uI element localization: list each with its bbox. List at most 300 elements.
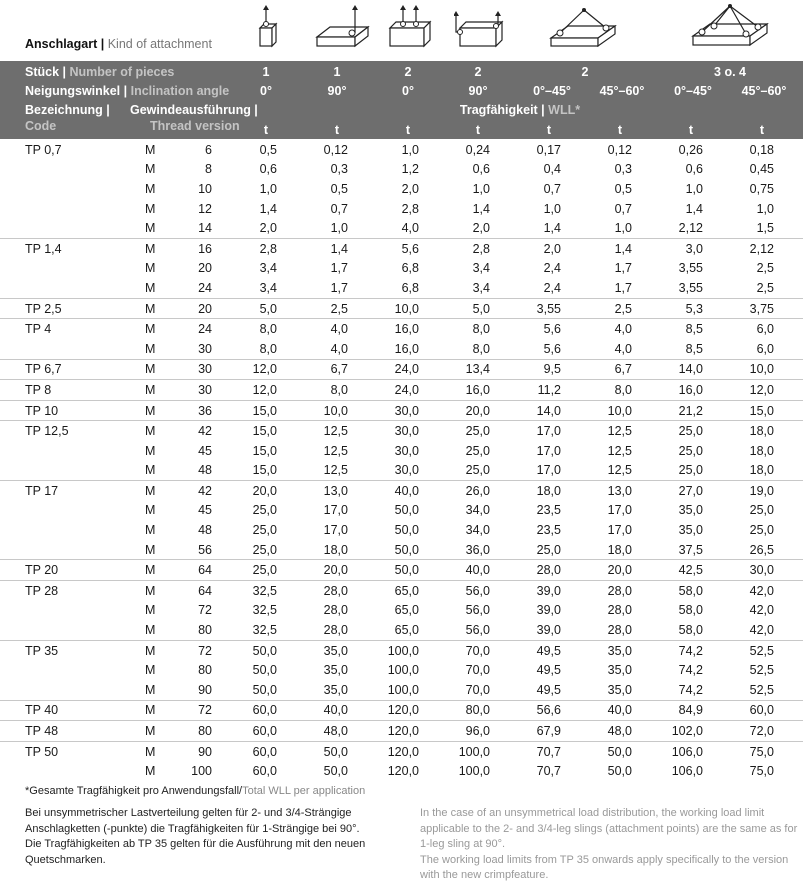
wll-cell: 1,2	[401, 162, 419, 177]
row-padding	[774, 140, 803, 160]
wll-cell: 65,0	[394, 603, 419, 618]
thread-size-cell: 30	[178, 359, 218, 380]
note-de-1: Bei unsymmetrischer Lastverteilung gelten für 2- und 3/4-Strängige Anschlagketten (-punkte) die Tragfähigkeiten für 1-Strängige bei 90°.	[25, 807, 360, 835]
wll-cell: 25,0	[252, 503, 277, 518]
row-padding	[774, 601, 803, 621]
wll-cell: 25,0	[749, 503, 774, 518]
wll-cell: 8,5	[632, 319, 703, 339]
unit-col-8: t	[759, 123, 765, 137]
wll-cell: 34,0	[465, 523, 490, 538]
wll-cell: 26,5	[749, 542, 774, 557]
table-row	[0, 501, 803, 521]
code-cell	[0, 601, 145, 621]
wll-cell: 18,0	[703, 421, 774, 441]
wll-cell: 8,0	[218, 319, 277, 339]
table-row	[0, 199, 803, 219]
unit-col-6: t	[617, 123, 623, 137]
thread-prefix-cell: M	[145, 421, 178, 441]
wll-cell: 6,8	[401, 261, 419, 276]
code-cell: TP 12,5	[0, 421, 145, 441]
wll-cell: 2,4	[543, 261, 561, 276]
wll-cell: 0,12	[607, 142, 632, 157]
pieces-col-5: 2	[581, 65, 589, 79]
wll-cell: 2,0	[490, 238, 561, 258]
pieces-col-4: 2	[474, 65, 482, 79]
angle-col-6: 45°–60°	[599, 84, 645, 98]
wll-cell: 12,0	[218, 380, 277, 401]
wll-cell: 49,5	[536, 663, 561, 678]
thread-size-cell: 24	[198, 280, 212, 295]
wll-cell: 25,0	[465, 443, 490, 458]
thread-prefix-cell: M	[145, 463, 156, 478]
row-padding	[774, 461, 803, 481]
wll-cell: 18,0	[749, 443, 774, 458]
wll-cell: 52,5	[703, 640, 774, 660]
wll-cell: 3,0	[632, 238, 703, 258]
row-padding	[774, 278, 803, 298]
thread-prefix-cell: M	[145, 142, 156, 157]
code-cell	[0, 680, 145, 700]
wll-cell: 4,0	[561, 319, 632, 339]
footnote-en: Total WLL per application	[242, 785, 366, 797]
wll-cell: 20,0	[561, 560, 632, 581]
thread-prefix-cell: M	[145, 280, 156, 295]
table-row	[0, 741, 803, 761]
row-padding	[774, 319, 803, 339]
wll-cell: 0,7	[330, 201, 348, 216]
thread-size-cell: 64	[178, 560, 218, 581]
note-en-2: The working load limits from TP 35 onwards apply specifically to the version with the new crimpfeature.	[420, 853, 789, 881]
row-padding	[774, 238, 803, 258]
unit-col-5: t	[546, 123, 552, 137]
thread-size-cell: 42	[178, 421, 218, 441]
unit-col-7: t	[688, 123, 694, 137]
wll-cell: 49,5	[536, 682, 561, 697]
wll-cell: 35,0	[607, 663, 632, 678]
thread-prefix-cell: M	[145, 581, 178, 601]
thread-size-cell: 42	[178, 481, 218, 501]
wll-cell: 40,0	[561, 700, 632, 721]
table-row	[0, 761, 803, 781]
row-padding	[774, 520, 803, 540]
table-row	[0, 319, 803, 339]
code-cell: TP 28	[0, 581, 145, 601]
wll-cell: 28,0	[323, 623, 348, 638]
thread-size-cell: 90	[198, 682, 212, 697]
thread-size-cell: 20	[198, 261, 212, 276]
wll-cell: 42,0	[749, 603, 774, 618]
wll-cell: 1,0	[259, 181, 277, 196]
table-row	[0, 421, 803, 441]
thread-prefix-cell: M	[145, 201, 156, 216]
code-cell: TP 10	[0, 400, 145, 421]
wll-cell: 12,5	[607, 443, 632, 458]
wll-cell: 35,0	[323, 663, 348, 678]
wll-cell: 2,5	[561, 298, 632, 319]
row-padding	[774, 700, 803, 721]
wll-cell: 35,0	[678, 503, 703, 518]
wll-cell: 25,0	[252, 523, 277, 538]
wll-cell: 2,5	[277, 298, 348, 319]
thread-size-cell: 30	[178, 380, 218, 401]
thread-prefix-cell: M	[145, 341, 156, 356]
unit-col-1: t	[263, 123, 269, 137]
wll-cell: 16,0	[419, 380, 490, 401]
wll-cell: 30,0	[703, 560, 774, 581]
row-padding	[774, 421, 803, 441]
wll-cell: 2,8	[401, 201, 419, 216]
wll-cell: 120,0	[387, 764, 419, 779]
wll-cell: 100,0	[387, 682, 419, 697]
wll-cell: 50,0	[394, 503, 419, 518]
wll-cell: 13,0	[561, 481, 632, 501]
wll-cell: 0,7	[614, 201, 632, 216]
wll-cell: 5,3	[632, 298, 703, 319]
row-padding	[774, 680, 803, 700]
wll-cell: 52,5	[749, 682, 774, 697]
wll-cell: 17,0	[536, 443, 561, 458]
wll-cell: 67,9	[490, 721, 561, 742]
wll-cell: 10,0	[348, 298, 419, 319]
wll-cell: 2,12	[703, 238, 774, 258]
thread-prefix-cell: M	[145, 721, 178, 742]
wll-cell: 2,0	[472, 221, 490, 236]
wll-cell: 3,55	[678, 280, 703, 295]
angle-col-2: 90°	[327, 84, 347, 98]
wll-cell: 30,0	[348, 421, 419, 441]
table-header	[0, 61, 803, 139]
wll-cell: 1,7	[614, 280, 632, 295]
wll-cell: 28,0	[607, 623, 632, 638]
table-row	[0, 400, 803, 421]
row-padding	[774, 199, 803, 219]
wll-cell: 0,5	[259, 142, 277, 157]
wll-cell: 20,0	[419, 400, 490, 421]
wll-cell: 12,5	[323, 463, 348, 478]
row-padding	[774, 359, 803, 380]
table-row	[0, 278, 803, 298]
wll-cell: 16,0	[394, 341, 419, 356]
table-row	[0, 721, 803, 742]
row-padding	[774, 298, 803, 319]
row-padding	[774, 501, 803, 521]
wll-cell: 50,0	[277, 741, 348, 761]
wll-cell: 48,0	[561, 721, 632, 742]
thread-size-cell: 80	[198, 623, 212, 638]
wll-cell: 32,5	[218, 581, 277, 601]
wll-cell: 106,0	[671, 764, 703, 779]
wll-cell: 17,0	[323, 523, 348, 538]
wll-cell: 3,4	[259, 280, 277, 295]
wll-cell: 25,0	[632, 421, 703, 441]
wll-cell: 1,4	[472, 201, 490, 216]
wll-cell: 0,4	[543, 162, 561, 177]
thread-prefix-cell: M	[145, 319, 178, 339]
wll-cell: 35,0	[277, 640, 348, 660]
wll-cell: 17,0	[536, 463, 561, 478]
table-row	[0, 640, 803, 660]
wll-cell: 21,2	[632, 400, 703, 421]
wll-table-body	[0, 140, 803, 781]
pieces-col-2: 1	[333, 65, 341, 79]
wll-cell: 3,4	[472, 261, 490, 276]
attachment-label-en: Kind of attachment	[107, 37, 212, 51]
wll-cell: 5,6	[490, 319, 561, 339]
row-padding	[774, 218, 803, 238]
wll-cell: 106,0	[632, 741, 703, 761]
code-cell	[0, 160, 145, 180]
wll-cell: 49,5	[490, 640, 561, 660]
wll-cell: 40,0	[277, 700, 348, 721]
row-padding	[774, 540, 803, 560]
wll-cell: 0,3	[614, 162, 632, 177]
wll-cell: 100,0	[348, 640, 419, 660]
wll-cell: 2,0	[401, 181, 419, 196]
wll-cell: 17,0	[323, 503, 348, 518]
wll-cell: 58,0	[632, 581, 703, 601]
wll-cell: 1,4	[259, 201, 277, 216]
wll-cell: 0,6	[472, 162, 490, 177]
thread-size-cell: 8	[205, 162, 212, 177]
pieces-label-en: Number of pieces	[69, 65, 175, 79]
wll-cell: 6,7	[277, 359, 348, 380]
thread-prefix-cell: M	[145, 298, 178, 319]
wll-cell: 25,0	[419, 421, 490, 441]
thread-size-cell: 16	[178, 238, 218, 258]
wll-cell: 1,0	[401, 142, 419, 157]
wll-cell: 48,0	[277, 721, 348, 742]
thread-prefix-cell: M	[145, 623, 156, 638]
thread-prefix-cell: M	[145, 162, 156, 177]
code-cell	[0, 179, 145, 199]
wll-cell: 84,9	[632, 700, 703, 721]
thread-prefix-cell: M	[145, 603, 156, 618]
wll-cell: 56,0	[419, 581, 490, 601]
footnote	[25, 785, 365, 797]
note-en-1: In the case of an unsymmetrical load distribution, the working load limit applicable to the 2- and 3/4-leg slings (attachment points) are the same as for 1-leg sling at 90°.	[420, 807, 798, 850]
code-cell	[0, 660, 145, 680]
wll-label-de: Tragfähigkeit	[459, 103, 538, 117]
code-label-en: Code	[25, 119, 57, 133]
wll-cell: 30,0	[394, 463, 419, 478]
wll-cell: 2,12	[678, 221, 703, 236]
wll-cell: 23,5	[536, 503, 561, 518]
wll-cell: 74,2	[632, 640, 703, 660]
table-row	[0, 680, 803, 700]
wll-cell: 8,0	[419, 319, 490, 339]
wll-cell: 2,8	[419, 238, 490, 258]
row-padding	[774, 179, 803, 199]
wll-cell: 18,0	[490, 481, 561, 501]
code-cell: TP 2,5	[0, 298, 145, 319]
wll-cell: 102,0	[632, 721, 703, 742]
wll-cell: 9,5	[490, 359, 561, 380]
angle-label-en: Inclination angle	[130, 84, 230, 98]
wll-cell: 8,0	[561, 380, 632, 401]
wll-cell: 42,0	[703, 581, 774, 601]
wll-cell: 0,18	[749, 142, 774, 157]
thread-size-cell: 64	[178, 581, 218, 601]
wll-table	[0, 140, 803, 781]
table-row	[0, 339, 803, 359]
thread-prefix-cell: M	[145, 238, 178, 258]
wll-cell: 28,0	[561, 581, 632, 601]
wll-cell: 65,0	[394, 623, 419, 638]
wll-cell: 1,7	[330, 261, 348, 276]
wll-cell: 3,75	[703, 298, 774, 319]
wll-cell: 50,0	[252, 663, 277, 678]
wll-cell: 40,0	[348, 481, 419, 501]
wll-label-en: WLL*	[548, 103, 581, 117]
wll-cell: 19,0	[703, 481, 774, 501]
wll-cell: 70,7	[536, 764, 561, 779]
wll-cell: 50,0	[394, 542, 419, 557]
wll-cell: 0,75	[749, 181, 774, 196]
wll-cell: 3,4	[472, 280, 490, 295]
wll-cell: 50,0	[323, 764, 348, 779]
wll-cell: 0,7	[543, 181, 561, 196]
pieces-col-3: 2	[404, 65, 412, 79]
wll-cell: 25,0	[536, 542, 561, 557]
wll-cell: 4,0	[401, 221, 419, 236]
thread-size-cell: 56	[198, 542, 212, 557]
four-leg-angled-icon	[690, 0, 770, 52]
code-label-de: Bezeichnung |	[25, 103, 110, 117]
thread-prefix-cell: M	[145, 400, 178, 421]
wll-cell: 12,5	[323, 443, 348, 458]
code-cell: TP 20	[0, 560, 145, 581]
wll-cell: 15,0	[252, 463, 277, 478]
wll-cell: 96,0	[419, 721, 490, 742]
wll-cell: 20,0	[277, 560, 348, 581]
thread-label-de: Gewindeausführung |	[130, 103, 258, 117]
wll-cell: 10,0	[277, 400, 348, 421]
thread-size-cell: 90	[178, 741, 218, 761]
wll-cell: 32,5	[252, 603, 277, 618]
code-cell: TP 0,7	[25, 142, 62, 157]
unit-col-4: t	[475, 123, 481, 137]
code-cell	[0, 620, 145, 640]
wll-cell: 2,4	[543, 280, 561, 295]
note-de-2: Die Tragfähigkeiten ab TP 35 gelten für die Ausführung mit den neuen Quetschmarken.	[25, 838, 366, 866]
code-cell: TP 40	[0, 700, 145, 721]
wll-cell: 2,5	[756, 280, 774, 295]
wll-cell: 8,5	[685, 341, 703, 356]
table-row	[0, 359, 803, 380]
thread-label-en: Thread version	[150, 119, 240, 133]
notes-de	[25, 806, 415, 868]
wll-cell: 1,4	[685, 201, 703, 216]
footnote-de: *Gesamte Tragfähigkeit pro Anwendungsfall/	[25, 785, 243, 797]
wll-cell: 120,0	[348, 741, 419, 761]
wll-cell: 6,7	[561, 359, 632, 380]
code-cell	[0, 218, 145, 238]
double-leg-vertical-icon	[386, 0, 434, 52]
row-padding	[774, 721, 803, 742]
code-cell	[0, 259, 145, 279]
angle-label-de: Neigungswinkel	[25, 84, 121, 98]
thread-size-cell: 72	[178, 700, 218, 721]
wll-cell: 25,0	[252, 542, 277, 557]
thread-prefix-cell: M	[145, 682, 156, 697]
row-padding	[774, 380, 803, 401]
wll-cell: 8,0	[259, 341, 277, 356]
code-cell: TP 35	[0, 640, 145, 660]
wll-cell: 0,24	[465, 142, 490, 157]
wll-cell: 12,5	[277, 421, 348, 441]
row-padding	[774, 259, 803, 279]
wll-cell: 0,5	[614, 181, 632, 196]
wll-cell: 0,5	[330, 181, 348, 196]
wll-cell: 3,55	[678, 261, 703, 276]
wll-cell: 42,5	[632, 560, 703, 581]
wll-cell: 60,0	[218, 700, 277, 721]
wll-cell: 0,45	[749, 162, 774, 177]
wll-cell: 23,5	[536, 523, 561, 538]
table-row	[0, 620, 803, 640]
row-padding	[774, 581, 803, 601]
wll-cell: 25,0	[218, 560, 277, 581]
wll-cell: 28,0	[323, 603, 348, 618]
wll-cell: 75,0	[703, 741, 774, 761]
wll-cell: 1,7	[614, 261, 632, 276]
wll-cell: 16,0	[348, 319, 419, 339]
thread-prefix-cell: M	[145, 764, 156, 779]
wll-cell: 13,0	[277, 481, 348, 501]
single-leg-horizontal-icon	[312, 0, 372, 52]
wll-cell: 100,0	[387, 663, 419, 678]
wll-cell: 17,0	[490, 421, 561, 441]
wll-cell: 32,5	[252, 623, 277, 638]
wll-cell: 50,0	[394, 523, 419, 538]
table-row	[0, 461, 803, 481]
wll-cell: 20,0	[218, 481, 277, 501]
thread-size-cell: 10	[198, 181, 212, 196]
angle-label: Neigungswinkel | Inclination angle	[25, 84, 230, 98]
wll-cell: 1,7	[330, 280, 348, 295]
double-leg-side-icon	[454, 0, 506, 52]
wll-cell: 8,0	[472, 341, 490, 356]
angle-col-8: 45°–60°	[741, 84, 787, 98]
row-padding	[774, 761, 803, 781]
row-padding	[774, 660, 803, 680]
wll-cell: 58,0	[678, 623, 703, 638]
thread-size-cell: 72	[198, 603, 212, 618]
wll-cell: 0,17	[536, 142, 561, 157]
wll-cell: 14,0	[490, 400, 561, 421]
wll-cell: 120,0	[348, 700, 419, 721]
wll-cell: 56,0	[465, 603, 490, 618]
thread-size-cell: 100	[191, 764, 212, 779]
wll-cell: 72,0	[703, 721, 774, 742]
wll-cell: 0,6	[685, 162, 703, 177]
wll-cell: 28,0	[277, 581, 348, 601]
wll-cell: 70,0	[465, 663, 490, 678]
wll-cell: 1,0	[685, 181, 703, 196]
wll-cell: 36,0	[465, 542, 490, 557]
thread-prefix-cell: M	[145, 359, 178, 380]
thread-size-cell: 80	[178, 721, 218, 742]
wll-cell: 24,0	[348, 380, 419, 401]
wll-cell: 60,0	[703, 700, 774, 721]
angle-col-4: 90°	[468, 84, 488, 98]
wll-cell: 60,0	[218, 721, 277, 742]
thread-size-cell: 30	[198, 341, 212, 356]
code-cell	[0, 339, 145, 359]
code-cell	[0, 441, 145, 461]
wll-cell: 0,6	[259, 162, 277, 177]
code-cell	[0, 278, 145, 298]
